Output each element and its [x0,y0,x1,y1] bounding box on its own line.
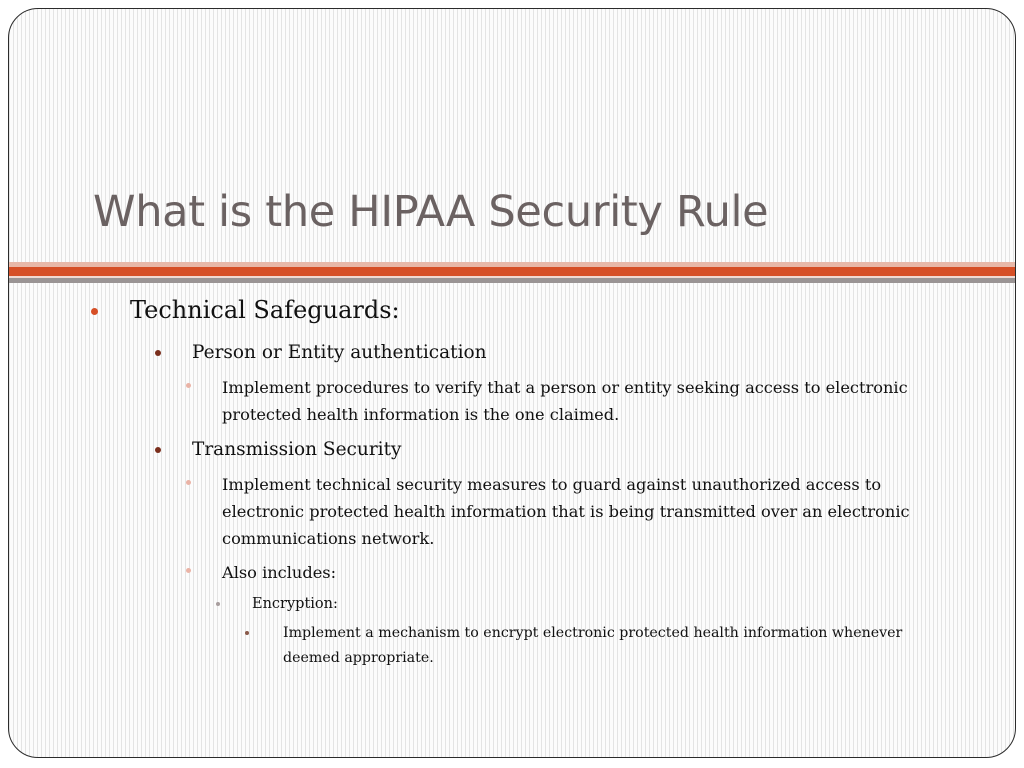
bullet-dot-icon [155,350,161,356]
bullet-dot-icon [186,568,191,573]
bullet-level4: Encryption: [252,596,338,612]
bullet-level3: Implement technical security measures to guard against unauthorized access to electronic protected health information that is being transmitted over an electronic communications network. [222,475,910,548]
bullet-level2: Person or Entity authentication [192,342,487,363]
slide-content [9,9,1015,757]
bullet-level1: Technical Safeguards: [130,296,400,324]
bullet-dot-icon [155,447,161,453]
bullet-dot-icon [91,308,98,315]
bullet-level2: Transmission Security [192,439,402,460]
bullet-level5: Implement a mechanism to encrypt electronic protected health information whenever deemed appropriate. [283,625,903,666]
bullet-dot-icon [186,480,191,485]
slide-title: What is the HIPAA Security Rule [93,187,769,237]
bullet-level3: Also includes: [222,563,337,582]
bullet-level3: Implement procedures to verify that a person or entity seeking access to electronic protected health information is the one claimed. [222,378,908,424]
slide [8,8,1016,758]
bullet-dot-icon [245,631,249,635]
bullet-dot-icon [216,602,220,606]
bullet-dot-icon [186,383,191,388]
